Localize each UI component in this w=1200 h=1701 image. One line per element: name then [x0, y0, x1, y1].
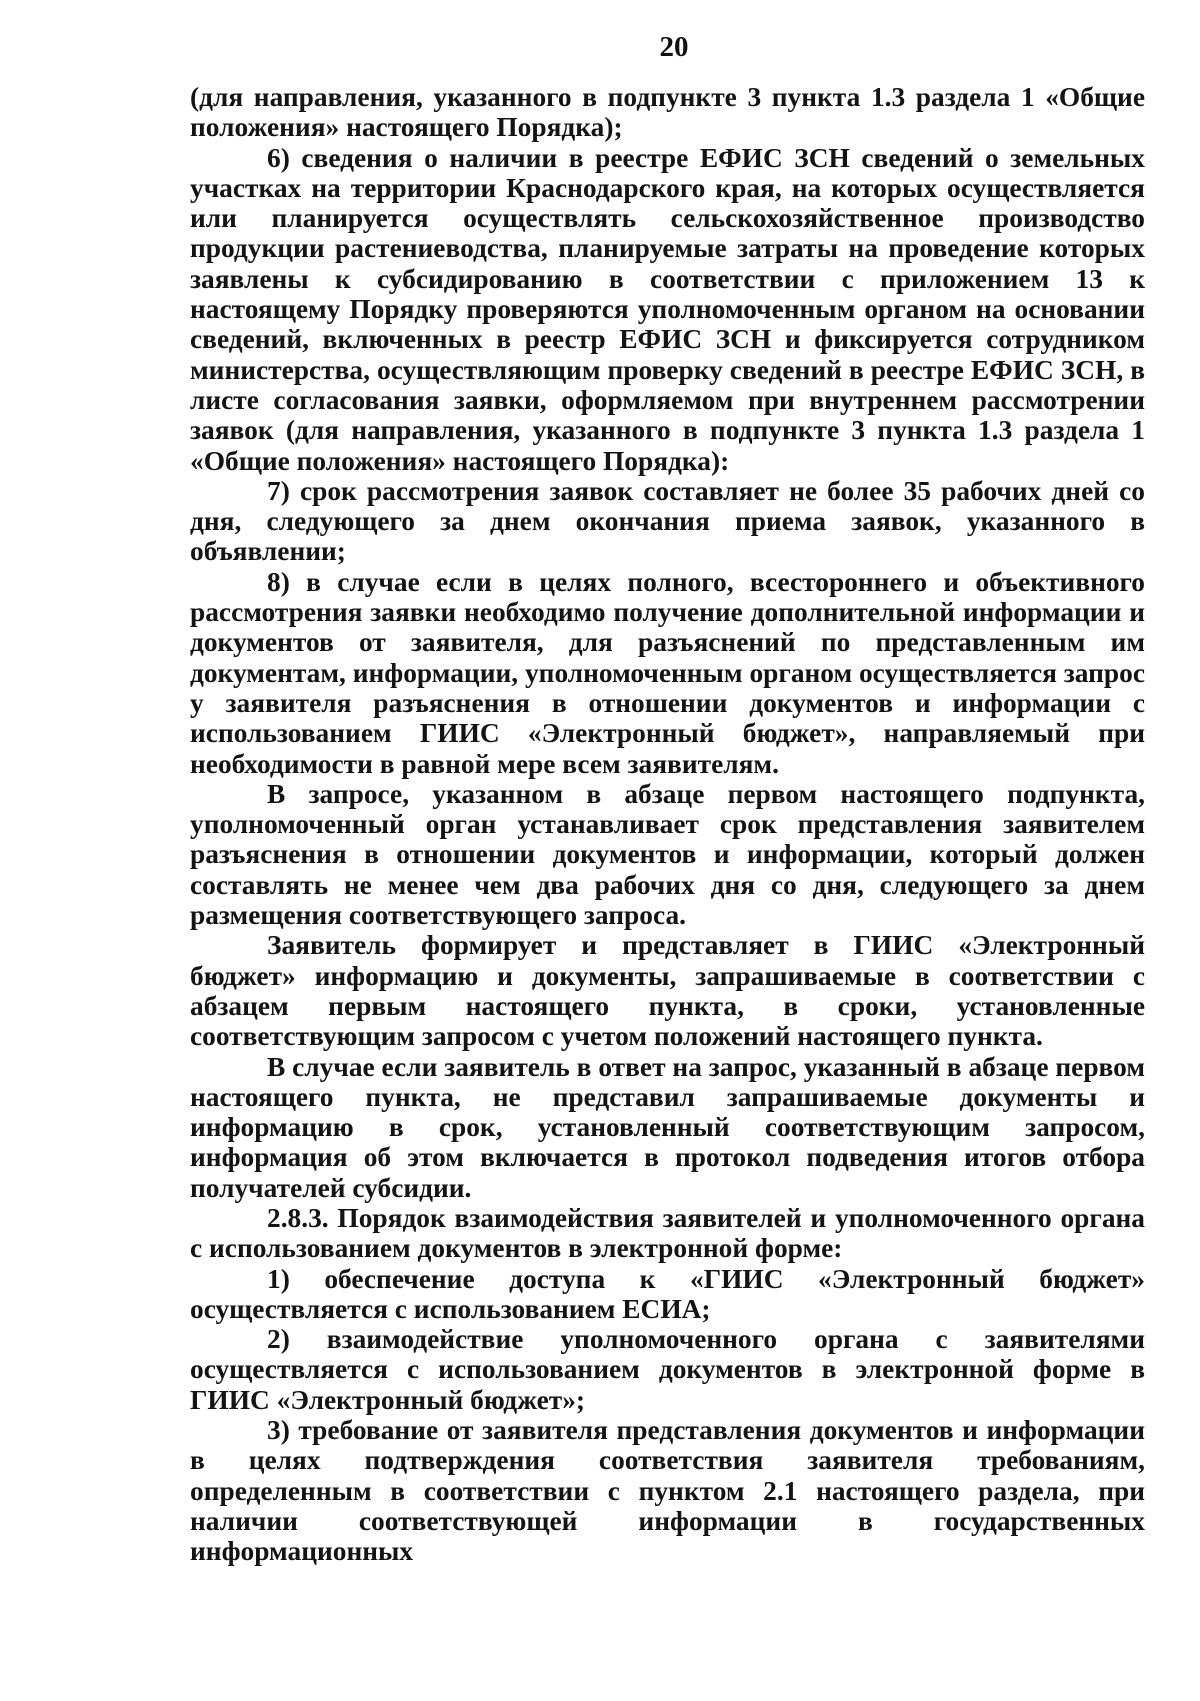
paragraph-section-2-8-3: 2.8.3. Порядок взаимодействия заявителей и уполномоченного органа с использованием документов в электронной форме: [190, 1202, 1145, 1264]
paragraph-item-7: 7) срок рассмотрения заявок составляет не более 35 рабочих дней со дня, следующего за днем окончания приема заявок, указанного в объявлении; [190, 475, 1145, 567]
page-number: 20 [659, 31, 689, 63]
paragraph-item-8-abz-2: В запросе, указанном в абзаце первом настоящего подпункта, уполномоченный орган устанавливает срок представления заявителем разъяснения в отношении документов и информации, который должен составлять не менее чем два рабочих дня со дня, следующего за днем размещения соответствующего запроса. [190, 778, 1145, 931]
paragraph-continuation: (для направления, указанного в подпункте 3 пункта 1.3 раздела 1 «Общие положения» настоящего Порядка); [190, 82, 1145, 143]
paragraph-item-8: 8) в случае если в целях полного, всестороннего и объективного рассмотрения заявки необходимо получение дополнительной информации и документов от заявителя, для разъяснений по представленным им документам, информации, уполномоченным органом осуществляется запрос у заявителя разъяснения в отношении документов и информации с использованием ГИИС «Электронный бюджет», направляемый при необходимости в равной мере всем заявителям. [190, 566, 1145, 779]
paragraph-item-6: 6) сведения о наличии в реестре ЕФИС ЗСН сведений о земельных участках на территории Краснодарского края, на которых осуществляется или планируется осуществлять сельскохозяйственное производство продукции растениеводства, планируемые затраты на проведение которых заявлены к субсидированию в соответствии с приложением 13 к настоящему Порядку проверяются уполномоченным органом на основании сведений, включенных в реестр ЕФИС ЗСН и фиксируется сотрудником министерства, осуществляющим проверку сведений в реестре ЕФИС ЗСН, в листе согласования заявки, оформляемом при внутреннем рассмотрении заявок (для направления, указанного в подпункте 3 пункта 1.3 раздела 1 «Общие положения» настоящего Порядка): [190, 142, 1145, 476]
paragraph-item-8-abz-4: В случае если заявитель в ответ на запрос, указанный в абзаце первом настоящего пункта, не представил запрашиваемые документы и информацию в срок, установленный соответствующим запросом, информация об этом включается в протокол подведения итогов отбора получателей субсидии. [190, 1051, 1145, 1203]
paragraph-section-2-8-3-item-3: 3) требование от заявителя представления документов и информации в целях подтверждения соответствия заявителя требованиям, определенным в соответствии с пунктом 2.1 настоящего раздела, при наличии соответствующей информации в государственных информационных [190, 1415, 1145, 1567]
paragraph-section-2-8-3-item-2: 2) взаимодействие уполномоченного органа с заявителями осуществляется с использованием документов в электронной форме в ГИИС «Электронный бюджет»; [190, 1324, 1145, 1415]
document-body [190, 82, 1145, 1567]
paragraph-item-8-abz-3: Заявитель формирует и представляет в ГИИС «Электронный бюджет» информацию и документы, запрашиваемые в соответствии с абзацем первым настоящего пункта, в сроки, установленные соответствующим запросом с учетом положений настоящего пункта. [190, 930, 1145, 1052]
paragraph-section-2-8-3-item-1: 1) обеспечение доступа к «ГИИС «Электронный бюджет» осуществляется с использованием ЕСИА; [190, 1263, 1145, 1324]
